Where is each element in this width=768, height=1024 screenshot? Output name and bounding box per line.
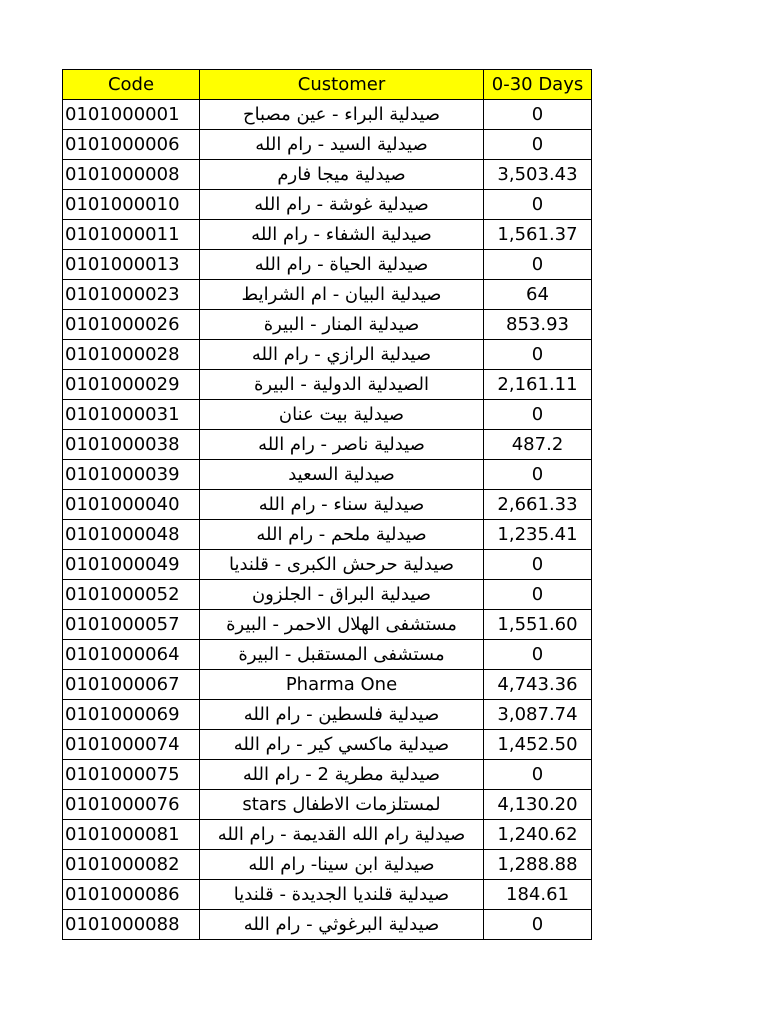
amount-cell: 487.2 [484,430,592,460]
customer-cell: صيدلية البرغوثي - رام الله [200,910,484,940]
amount-cell: 0 [484,400,592,430]
code-cell: 0101000010 [63,190,200,220]
table-row [63,760,592,790]
customer-cell: صيدلية سناء - رام الله [200,490,484,520]
table-row [63,880,592,910]
amount-cell: 1,240.62 [484,820,592,850]
table-body [63,100,592,940]
customer-cell: صيدلية ابن سينا- رام الله [200,850,484,880]
amount-cell: 0 [484,550,592,580]
code-cell: 0101000029 [63,370,200,400]
customer-cell: صيدلية بيت عنان [200,400,484,430]
customer-cell: صيدلية البراق - الجلزون [200,580,484,610]
table-row [63,220,592,250]
code-cell: 0101000069 [63,700,200,730]
customer-cell: صيدلية رام الله القديمة - رام الله [200,820,484,850]
code-cell: 0101000028 [63,340,200,370]
table-row [63,160,592,190]
customer-cell: صيدلية الشفاء - رام الله [200,220,484,250]
table-row [63,310,592,340]
amount-cell: 0 [484,640,592,670]
code-cell: 0101000074 [63,730,200,760]
header-customer: Customer [200,70,484,100]
customer-cell: لمستلزمات الاطفال stars [200,790,484,820]
code-cell: 0101000049 [63,550,200,580]
customer-cell: Pharma One [200,670,484,700]
code-cell: 0101000052 [63,580,200,610]
customer-cell: صيدلية السيد - رام الله [200,130,484,160]
aging-table [62,69,592,940]
amount-cell: 3,503.43 [484,160,592,190]
customer-cell: صيدلية الحياة - رام الله [200,250,484,280]
amount-cell: 2,161.11 [484,370,592,400]
code-cell: 0101000011 [63,220,200,250]
code-cell: 0101000075 [63,760,200,790]
table-row [63,370,592,400]
amount-cell: 0 [484,760,592,790]
customer-cell: مستشفى الهلال الاحمر - البيرة [200,610,484,640]
code-cell: 0101000082 [63,850,200,880]
code-cell: 0101000039 [63,460,200,490]
table-row [63,850,592,880]
table-row [63,910,592,940]
amount-cell: 1,452.50 [484,730,592,760]
code-cell: 0101000031 [63,400,200,430]
code-cell: 0101000081 [63,820,200,850]
table-row [63,100,592,130]
customer-cell: صيدلية البراء - عين مصباح [200,100,484,130]
code-cell: 0101000057 [63,610,200,640]
table-row [63,520,592,550]
table-row [63,250,592,280]
amount-cell: 4,743.36 [484,670,592,700]
table-row [63,130,592,160]
customer-cell: صيدلية ميجا فارم [200,160,484,190]
customer-cell: صيدلية السعيد [200,460,484,490]
header-0-30-days: 0-30 Days [484,70,592,100]
table-row [63,610,592,640]
amount-cell: 0 [484,910,592,940]
table-row [63,790,592,820]
amount-cell: 1,235.41 [484,520,592,550]
customer-cell: صيدلية ناصر - رام الله [200,430,484,460]
table-row [63,400,592,430]
code-cell: 0101000064 [63,640,200,670]
code-cell: 0101000086 [63,880,200,910]
code-cell: 0101000040 [63,490,200,520]
customer-cell: الصيدلية الدولية - البيرة [200,370,484,400]
code-cell: 0101000076 [63,790,200,820]
table-row [63,550,592,580]
amount-cell: 853.93 [484,310,592,340]
code-cell: 0101000001 [63,100,200,130]
amount-cell: 0 [484,580,592,610]
customer-cell: صيدلية المنار - البيرة [200,310,484,340]
table-row [63,730,592,760]
table-row [63,820,592,850]
table-row [63,280,592,310]
customer-cell: صيدلية قلنديا الجديدة - قلنديا [200,880,484,910]
code-cell: 0101000026 [63,310,200,340]
code-cell: 0101000048 [63,520,200,550]
amount-cell: 2,661.33 [484,490,592,520]
code-cell: 0101000038 [63,430,200,460]
table-row [63,340,592,370]
amount-cell: 0 [484,100,592,130]
amount-cell: 1,551.60 [484,610,592,640]
amount-cell: 0 [484,460,592,490]
amount-cell: 0 [484,340,592,370]
customer-cell: صيدلية الرازي - رام الله [200,340,484,370]
amount-cell: 1,288.88 [484,850,592,880]
amount-cell: 4,130.20 [484,790,592,820]
amount-cell: 3,087.74 [484,700,592,730]
table-row [63,700,592,730]
customer-cell: صيدلية البيان - ام الشرايط [200,280,484,310]
customer-cell: صيدلية غوشة - رام الله [200,190,484,220]
table-row [63,670,592,700]
code-cell: 0101000008 [63,160,200,190]
customer-cell: صيدلية حرحش الكبرى - قلنديا [200,550,484,580]
code-cell: 0101000023 [63,280,200,310]
customer-cell: صيدلية فلسطين - رام الله [200,700,484,730]
customer-cell: صيدلية ماكسي كير - رام الله [200,730,484,760]
amount-cell: 0 [484,250,592,280]
table-row [63,640,592,670]
customer-cell: صيدلية ملحم - رام الله [200,520,484,550]
table-row [63,490,592,520]
table-row [63,580,592,610]
table-row [63,430,592,460]
code-cell: 0101000006 [63,130,200,160]
table-row [63,190,592,220]
code-cell: 0101000088 [63,910,200,940]
code-cell: 0101000067 [63,670,200,700]
amount-cell: 0 [484,190,592,220]
code-cell: 0101000013 [63,250,200,280]
customer-cell: مستشفى المستقبل - البيرة [200,640,484,670]
table-row [63,460,592,490]
amount-cell: 64 [484,280,592,310]
amount-cell: 184.61 [484,880,592,910]
header-row [63,70,592,100]
header-code: Code [63,70,200,100]
customer-cell: صيدلية مطرية 2 - رام الله [200,760,484,790]
amount-cell: 1,561.37 [484,220,592,250]
amount-cell: 0 [484,130,592,160]
